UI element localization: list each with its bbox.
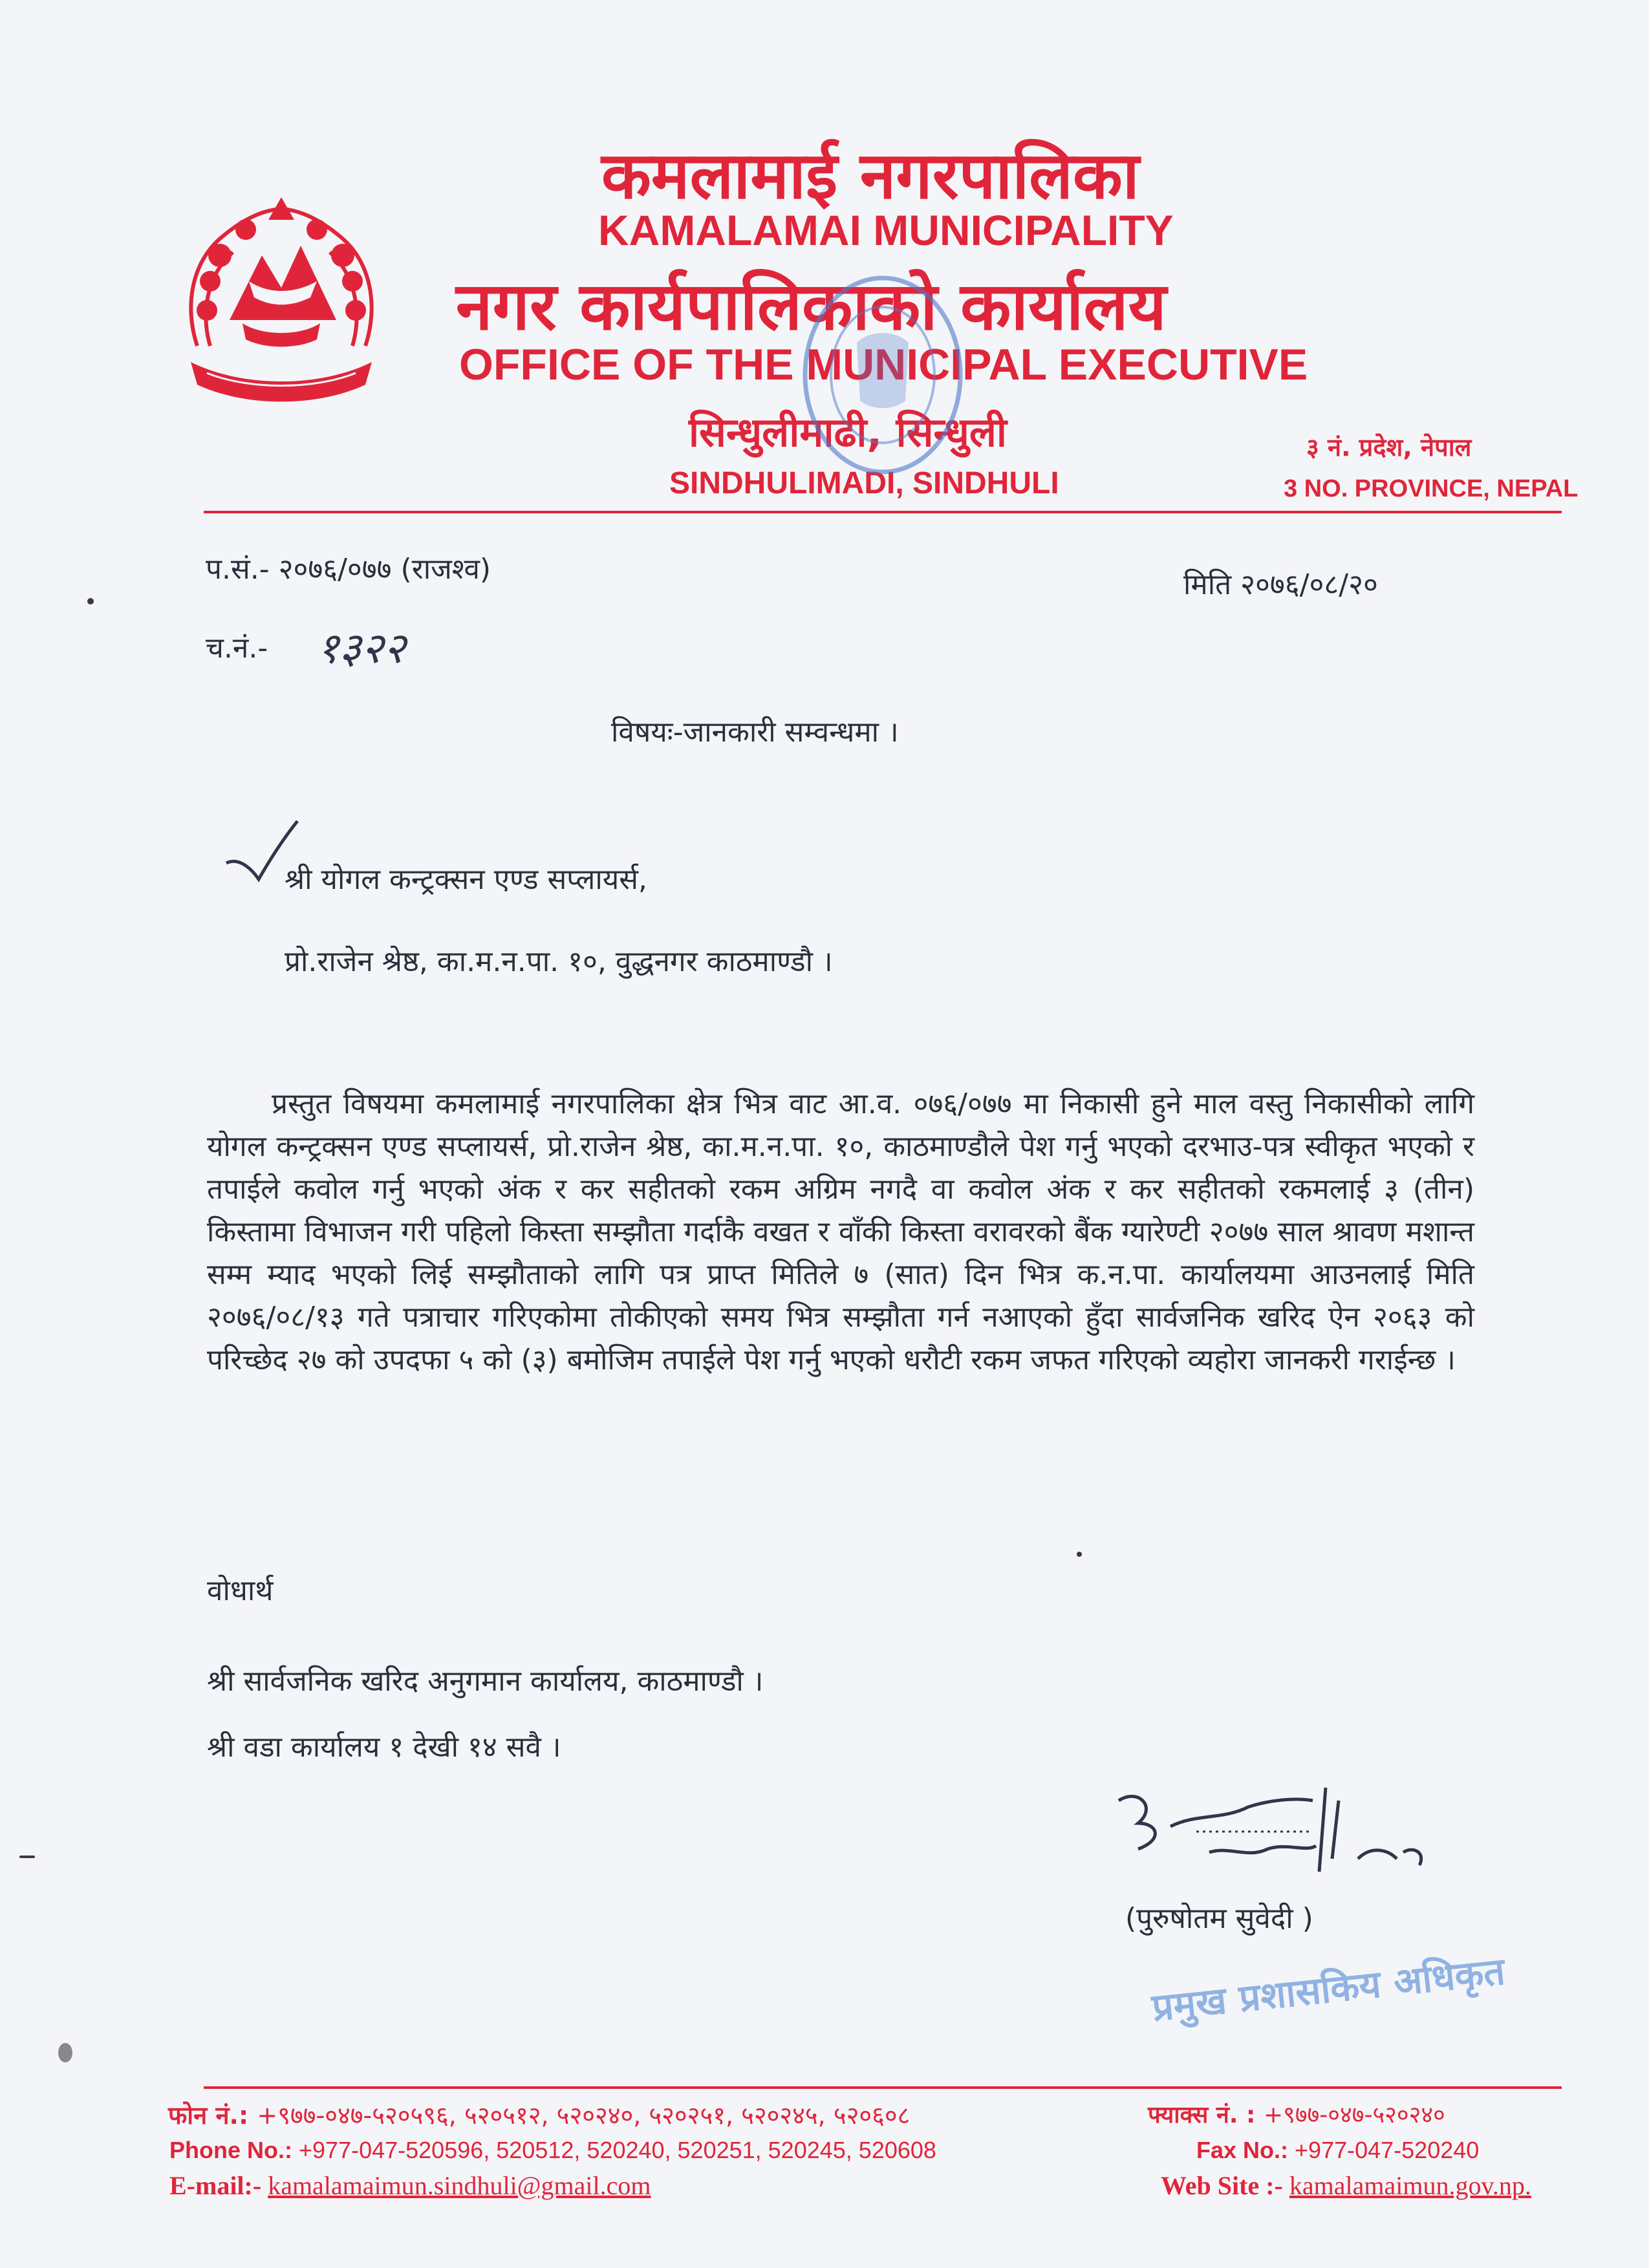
location-nepali: सिन्धुलीमाढी, सिन्धुली — [689, 409, 1007, 456]
handwritten-signature-icon — [1099, 1762, 1461, 1910]
municipality-name-english: KAMALAMAI MUNICIPALITY — [598, 206, 1174, 254]
email-label: E-mail:- — [169, 2171, 262, 2200]
cc-heading: वोधार्थ — [207, 1574, 274, 1607]
phone-nepali — [168, 2098, 910, 2132]
phone-nepali-label: फोन नं.: — [168, 2101, 249, 2130]
dispatch-number-handwritten: १३२२ — [317, 623, 406, 673]
footer-divider — [204, 2086, 1562, 2089]
website-label: Web Site :- — [1161, 2171, 1283, 2200]
cc-recipient-2: श्री वडा कार्यालय १ देखी १४ सवै । — [207, 1731, 561, 1764]
fax-english — [1196, 2137, 1479, 2164]
header-divider — [204, 511, 1562, 513]
fax-nepali-value: +९७७-०४७-५२०२४० — [1263, 2102, 1445, 2128]
letter-date: मिति २०७६/०८/२० — [1183, 568, 1378, 601]
website — [1161, 2170, 1531, 2201]
signer-name: (पुरुषोतम सुवेदी ) — [1125, 1902, 1313, 1935]
scan-speck — [58, 2043, 72, 2062]
phone-english-value: +977-047-520596, 520512, 520240, 520251, 520245, 520608 — [299, 2137, 936, 2163]
province-nepali: ३ नं. प्रदेश, नेपाल — [1306, 433, 1472, 462]
fax-nepali — [1148, 2098, 1445, 2130]
office-name-nepali: नगर कार्यपालिकाको कार्यालय — [456, 268, 1167, 345]
letter-subject: विषयः-जानकारी सम्वन्धमा । — [611, 716, 899, 749]
fax-english-value: +977-047-520240 — [1295, 2137, 1480, 2163]
fax-nepali-label: फ्याक्स नं. : — [1148, 2102, 1256, 2128]
scan-speck — [1077, 1552, 1082, 1557]
scan-speck — [19, 1856, 35, 1858]
email — [169, 2170, 651, 2201]
recipient-address: प्रो.राजेन श्रेष्ठ, का.म.न.पा. १०, वुद्धनगर काठमाण्डौ । — [285, 945, 833, 978]
province-english: 3 NO. PROVINCE, NEPAL — [1284, 475, 1579, 502]
fax-english-label: Fax No.: — [1196, 2137, 1289, 2163]
website-link[interactable]: kamalamaimun.gov.np. — [1289, 2171, 1531, 2200]
municipality-name-nepali: कमलामाई नगरपालिका — [601, 138, 1139, 213]
phone-english-label: Phone No.: — [169, 2137, 292, 2163]
reference-number: प.सं.- २०७६/०७७ (राजश्व) — [206, 553, 491, 586]
designation-stamp: प्रमुख प्रशासकिय अधिकृत — [1150, 1949, 1507, 2030]
letter-body-paragraph: प्रस्तुत विषयमा कमलामाई नगरपालिका क्षेत्र भित्र वाट आ.व. ०७६/०७७ मा निकासी हुने माल वस्तु निकासीको लागि योगल कन्ट्रक्सन एण्ड सप्लायर्स, प्रो.राजेन श्रेष्ठ, का.म.न.पा. १०, काठमाण्डौले पेश गर्नु भएको दरभाउ-पत्र स्वीकृत भएको र तपाईले कवोल गर्नु भएको अंक र कर सहीतको रकम अग्रिम नगदै वा कवोल अंक र कर सहीतको रकमलाई ३ (तीन) किस्तामा विभाजन गरी पहिलो किस्ता सम्झौता गर्दाकै वखत र वाँकी किस्ता वरावरको बैंक ग्यारेण्टी २०७७ साल श्रावण मशान्त सम्म म्याद भएको लिई सम्झौताको लागि पत्र प्राप्त मितिले ७ (सात) दिन भित्र क.न.पा. कार्यालयमा आउनलाई मिति २०७६/०८/१३ गते पत्राचार गरिएकोमा तोकीएको समय भित्र सम्झौता गर्न नआएको हुँदा सार्वजनिक खरिद ऐन २०६३ को परिच्छेद २७ को उपदफा ५ को (३) बमोजिम तपाईले पेश गर्नु भएको धरौटी रकम जफत गरिएको व्यहोरा जानकरी गराईन्छ । — [207, 1087, 1474, 1376]
cc-recipient-1: श्री सार्वजनिक खरिद अनुगमान कार्यालय, काठमाण्डौ । — [207, 1665, 764, 1698]
phone-english — [169, 2137, 936, 2164]
dispatch-number-label: च.नं.- — [206, 632, 268, 665]
nepal-emblem-icon — [171, 184, 391, 407]
location-english: SINDHULIMADI, SINDHULI — [669, 466, 1059, 500]
phone-nepali-value: +९७७-०४७-५२०५९६, ५२०५१२, ५२०२४०, ५२०२५१, ५२०२४५, ५२०६०८ — [257, 2101, 911, 2130]
recipient-name: श्री योगल कन्ट्रक्सन एण्ड सप्लायर्स, — [285, 863, 648, 896]
email-link[interactable]: kamalamaimun.sindhuli@gmail.com — [268, 2171, 651, 2200]
office-round-seal-icon — [786, 259, 980, 491]
scan-speck — [87, 598, 94, 604]
office-name-english: OFFICE OF THE MUNICIPAL EXECUTIVE — [459, 340, 1308, 389]
